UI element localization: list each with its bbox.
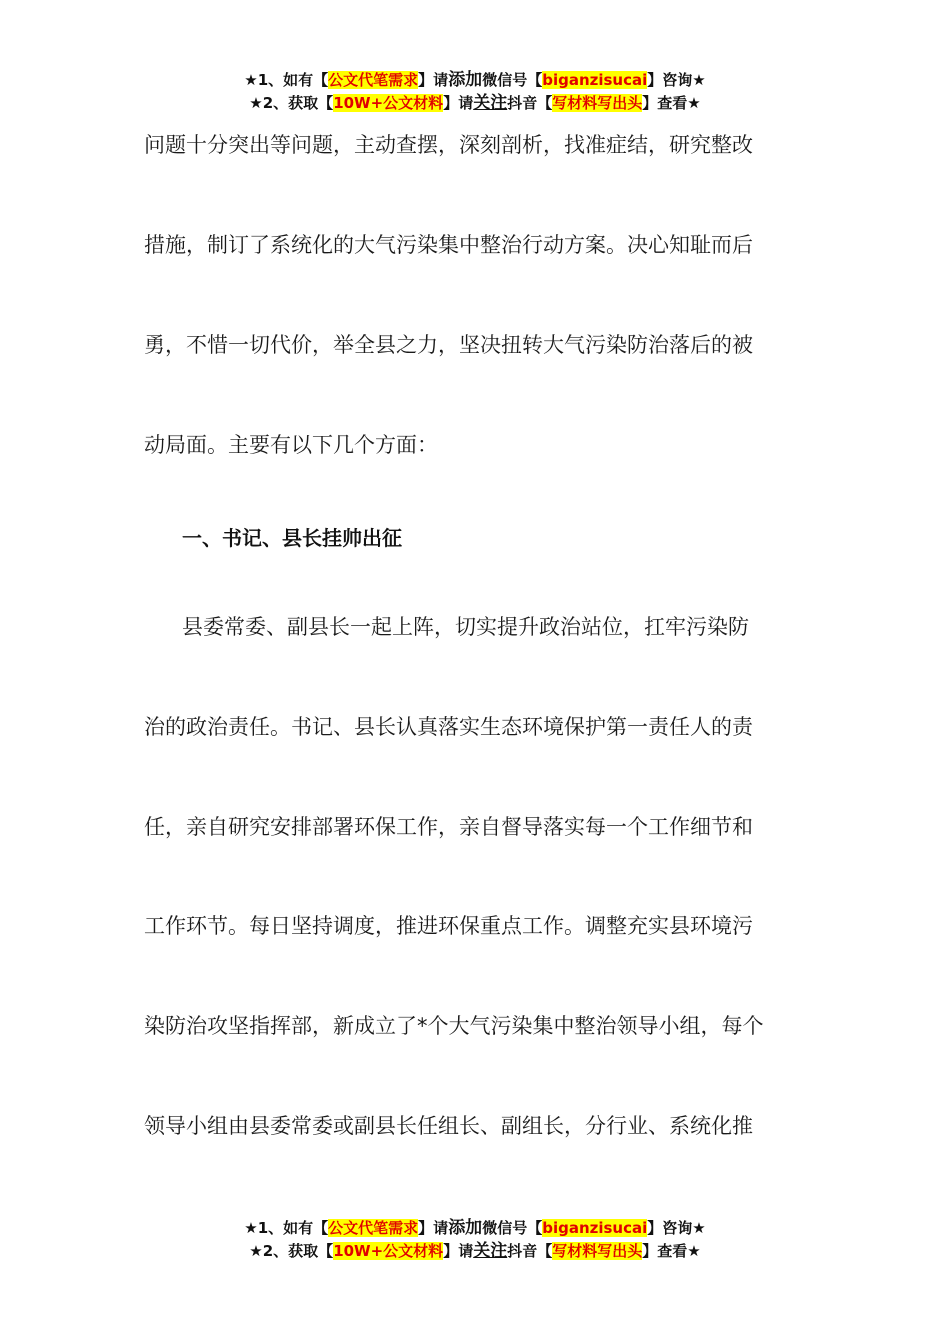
banner-highlight: 公文代笔需求 (328, 71, 419, 89)
banner-highlight: 10W+公文材料 (333, 1242, 444, 1260)
body-line: 问题十分突出等问题，主动查摆，深刻剖析，找准症结，研究整改 (144, 133, 753, 157)
banner-wechat-id: biganzisucai (542, 71, 648, 89)
body-line: 染防治攻坚指挥部，新成立了*个大气污染集中整治领导小组，每个 (144, 1014, 764, 1038)
body-line: 勇，不惜一切代价，举全县之力，坚决扭转大气污染防治落后的被 (144, 333, 753, 357)
banner-emphasis: 添加 (448, 1218, 483, 1238)
banner-text: 抖音【 (507, 1242, 553, 1260)
banner-douyin-id: 写材料写出头 (552, 1242, 643, 1260)
body-line: 治的政治责任。书记、县长认真落实生态环境保护第一责任人的责 (144, 715, 753, 739)
banner-text: 微信号【 (482, 71, 543, 89)
banner-text: 】咨询★ (647, 1219, 706, 1237)
body-line: 县委常委、副县长一起上阵，切实提升政治站位，扛牢污染防 (182, 615, 749, 639)
banner-emphasis: 添加 (448, 70, 483, 90)
banner-text: 】请 (418, 71, 449, 89)
body-line: 措施，制订了系统化的大气污染集中整治行动方案。决心知耻而后 (144, 233, 753, 257)
footer-banner (0, 1217, 950, 1263)
body-line: 动局面。主要有以下几个方面： (144, 433, 438, 457)
header-banner-line-1 (0, 69, 950, 92)
banner-emphasis: 关注 (473, 1241, 508, 1261)
banner-emphasis: 关注 (473, 93, 508, 113)
banner-highlight: 10W+公文材料 (333, 94, 444, 112)
banner-text: 】咨询★ (647, 71, 706, 89)
banner-text: 】请 (418, 1219, 449, 1237)
footer-banner-line-1 (0, 1217, 950, 1240)
body-line: 领导小组由县委常委或副县长任组长、副组长，分行业、系统化推 (144, 1114, 753, 1138)
header-banner (0, 69, 950, 115)
banner-text: 微信号【 (482, 1219, 543, 1237)
banner-text: ★1、如有【 (244, 1219, 329, 1237)
banner-douyin-id: 写材料写出头 (552, 94, 643, 112)
banner-highlight: 公文代笔需求 (328, 1219, 419, 1237)
banner-text: 】查看★ (642, 94, 701, 112)
banner-text: 】请 (443, 94, 474, 112)
banner-text: ★1、如有【 (244, 71, 329, 89)
banner-text: 】请 (443, 1242, 474, 1260)
body-line: 任，亲自研究安排部署环保工作，亲自督导落实每一个工作细节和 (144, 815, 753, 839)
banner-text: ★2、获取【 (249, 94, 334, 112)
body-line: 工作环节。每日坚持调度，推进环保重点工作。调整充实县环境污 (144, 914, 753, 938)
banner-text: 】查看★ (642, 1242, 701, 1260)
banner-wechat-id: biganzisucai (542, 1219, 648, 1237)
footer-banner-line-2 (0, 1240, 950, 1263)
banner-text: ★2、获取【 (249, 1242, 334, 1260)
header-banner-line-2 (0, 92, 950, 115)
banner-text: 抖音【 (507, 94, 553, 112)
section-heading: 一、书记、县长挂帅出征 (182, 526, 402, 550)
